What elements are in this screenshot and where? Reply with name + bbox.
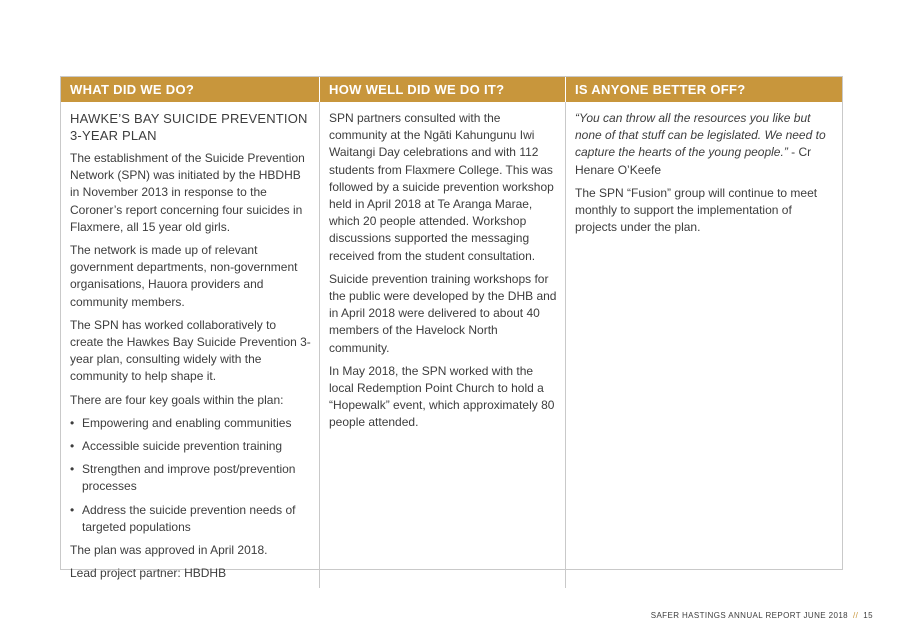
what-paragraph: The establishment of the Suicide Prevention Network (SPN) was initiated by the HBDHB in November 2013 in response to the Coroner’s report concerning four suicides in Flaxmere, all 15 year old girls. [70,151,305,234]
better-column [566,102,842,588]
how-paragraph: SPN partners consulted with the community at the Ngāti Kahungunu Iwi Waitangi Day celebrations and with 112 students from Flaxmere College. This was followed by a suicide prevention workshop held in April 2018 at Te Aranga Marae, which 20 people attended. Workshop discussions supported the messaging received from the student consultation. [329,111,554,263]
page-footer [651,611,873,620]
what-column [61,102,320,588]
better-paragraph: The SPN “Fusion” group will continue to meet monthly to support the implementation of projects under the plan. [575,185,818,235]
what-paragraph: The SPN has worked collaboratively to create the Hawkes Bay Suicide Prevention 3-year plan, consulting widely with the community to help shape it. [70,317,311,384]
goal-item [70,502,311,536]
header-what-did-we-do: WHAT DID WE DO? [61,77,320,102]
goal-text: Strengthen and improve post/prevention processes [82,462,296,494]
how-paragraph: Suicide prevention training workshops for the public were developed by the DHB and in April 2018 were delivered to about 40 members of the Havelock North community. [329,271,557,355]
approval-note: The plan was approved in April 2018. [70,543,268,558]
goal-text: Address the suicide prevention needs of targeted populations [82,502,296,534]
quote-text: “You can throw all the resources you like but none of that stuff can be legislated. We need to capture the hearts of the young people.” [575,111,826,160]
how-paragraph: In May 2018, the SPN worked with the local Redemption Point Church to hold a “Hopewalk” event, which approximately 80 people attended. [329,363,555,430]
table-body-row [61,102,842,588]
bullet-icon: • [70,439,75,454]
goals-list [70,415,311,536]
footer-report-title: SAFER HASTINGS ANNUAL REPORT JUNE 2018 [650,611,849,620]
report-table [60,76,843,581]
goal-text: Accessible suicide prevention training [82,439,283,454]
how-column [320,102,566,588]
header-is-anyone-better-off: IS ANYONE BETTER OFF? [575,82,746,97]
goal-text: Empowering and enabling communities [82,415,292,430]
goal-item [70,461,311,495]
what-paragraph: There are four key goals within the plan: [70,392,284,407]
goal-item [70,415,311,432]
quote-paragraph [575,110,834,179]
section-heading [70,110,311,144]
lead-partner-note: Lead project partner: HBDHB [70,566,227,581]
quote-attribution: - Cr Henare O’Keefe [575,145,812,177]
bullet-icon: • [70,462,75,477]
section-heading-line1: HAWKE’S BAY SUICIDE PREVENTION [70,111,308,126]
footer-separator: // [853,611,859,620]
page-number: 15 [863,611,873,620]
bullet-icon: • [70,415,75,430]
section-heading-line2: 3-YEAR PLAN [70,128,157,143]
table-header-row [61,77,842,102]
what-paragraph: The network is made up of relevant government departments, non-government organisations, Hauora providers and community members. [70,243,298,309]
header-how-well-did-we-do-it: HOW WELL DID WE DO IT? [320,77,566,102]
bullet-icon: • [70,502,75,517]
goal-item [70,438,311,455]
